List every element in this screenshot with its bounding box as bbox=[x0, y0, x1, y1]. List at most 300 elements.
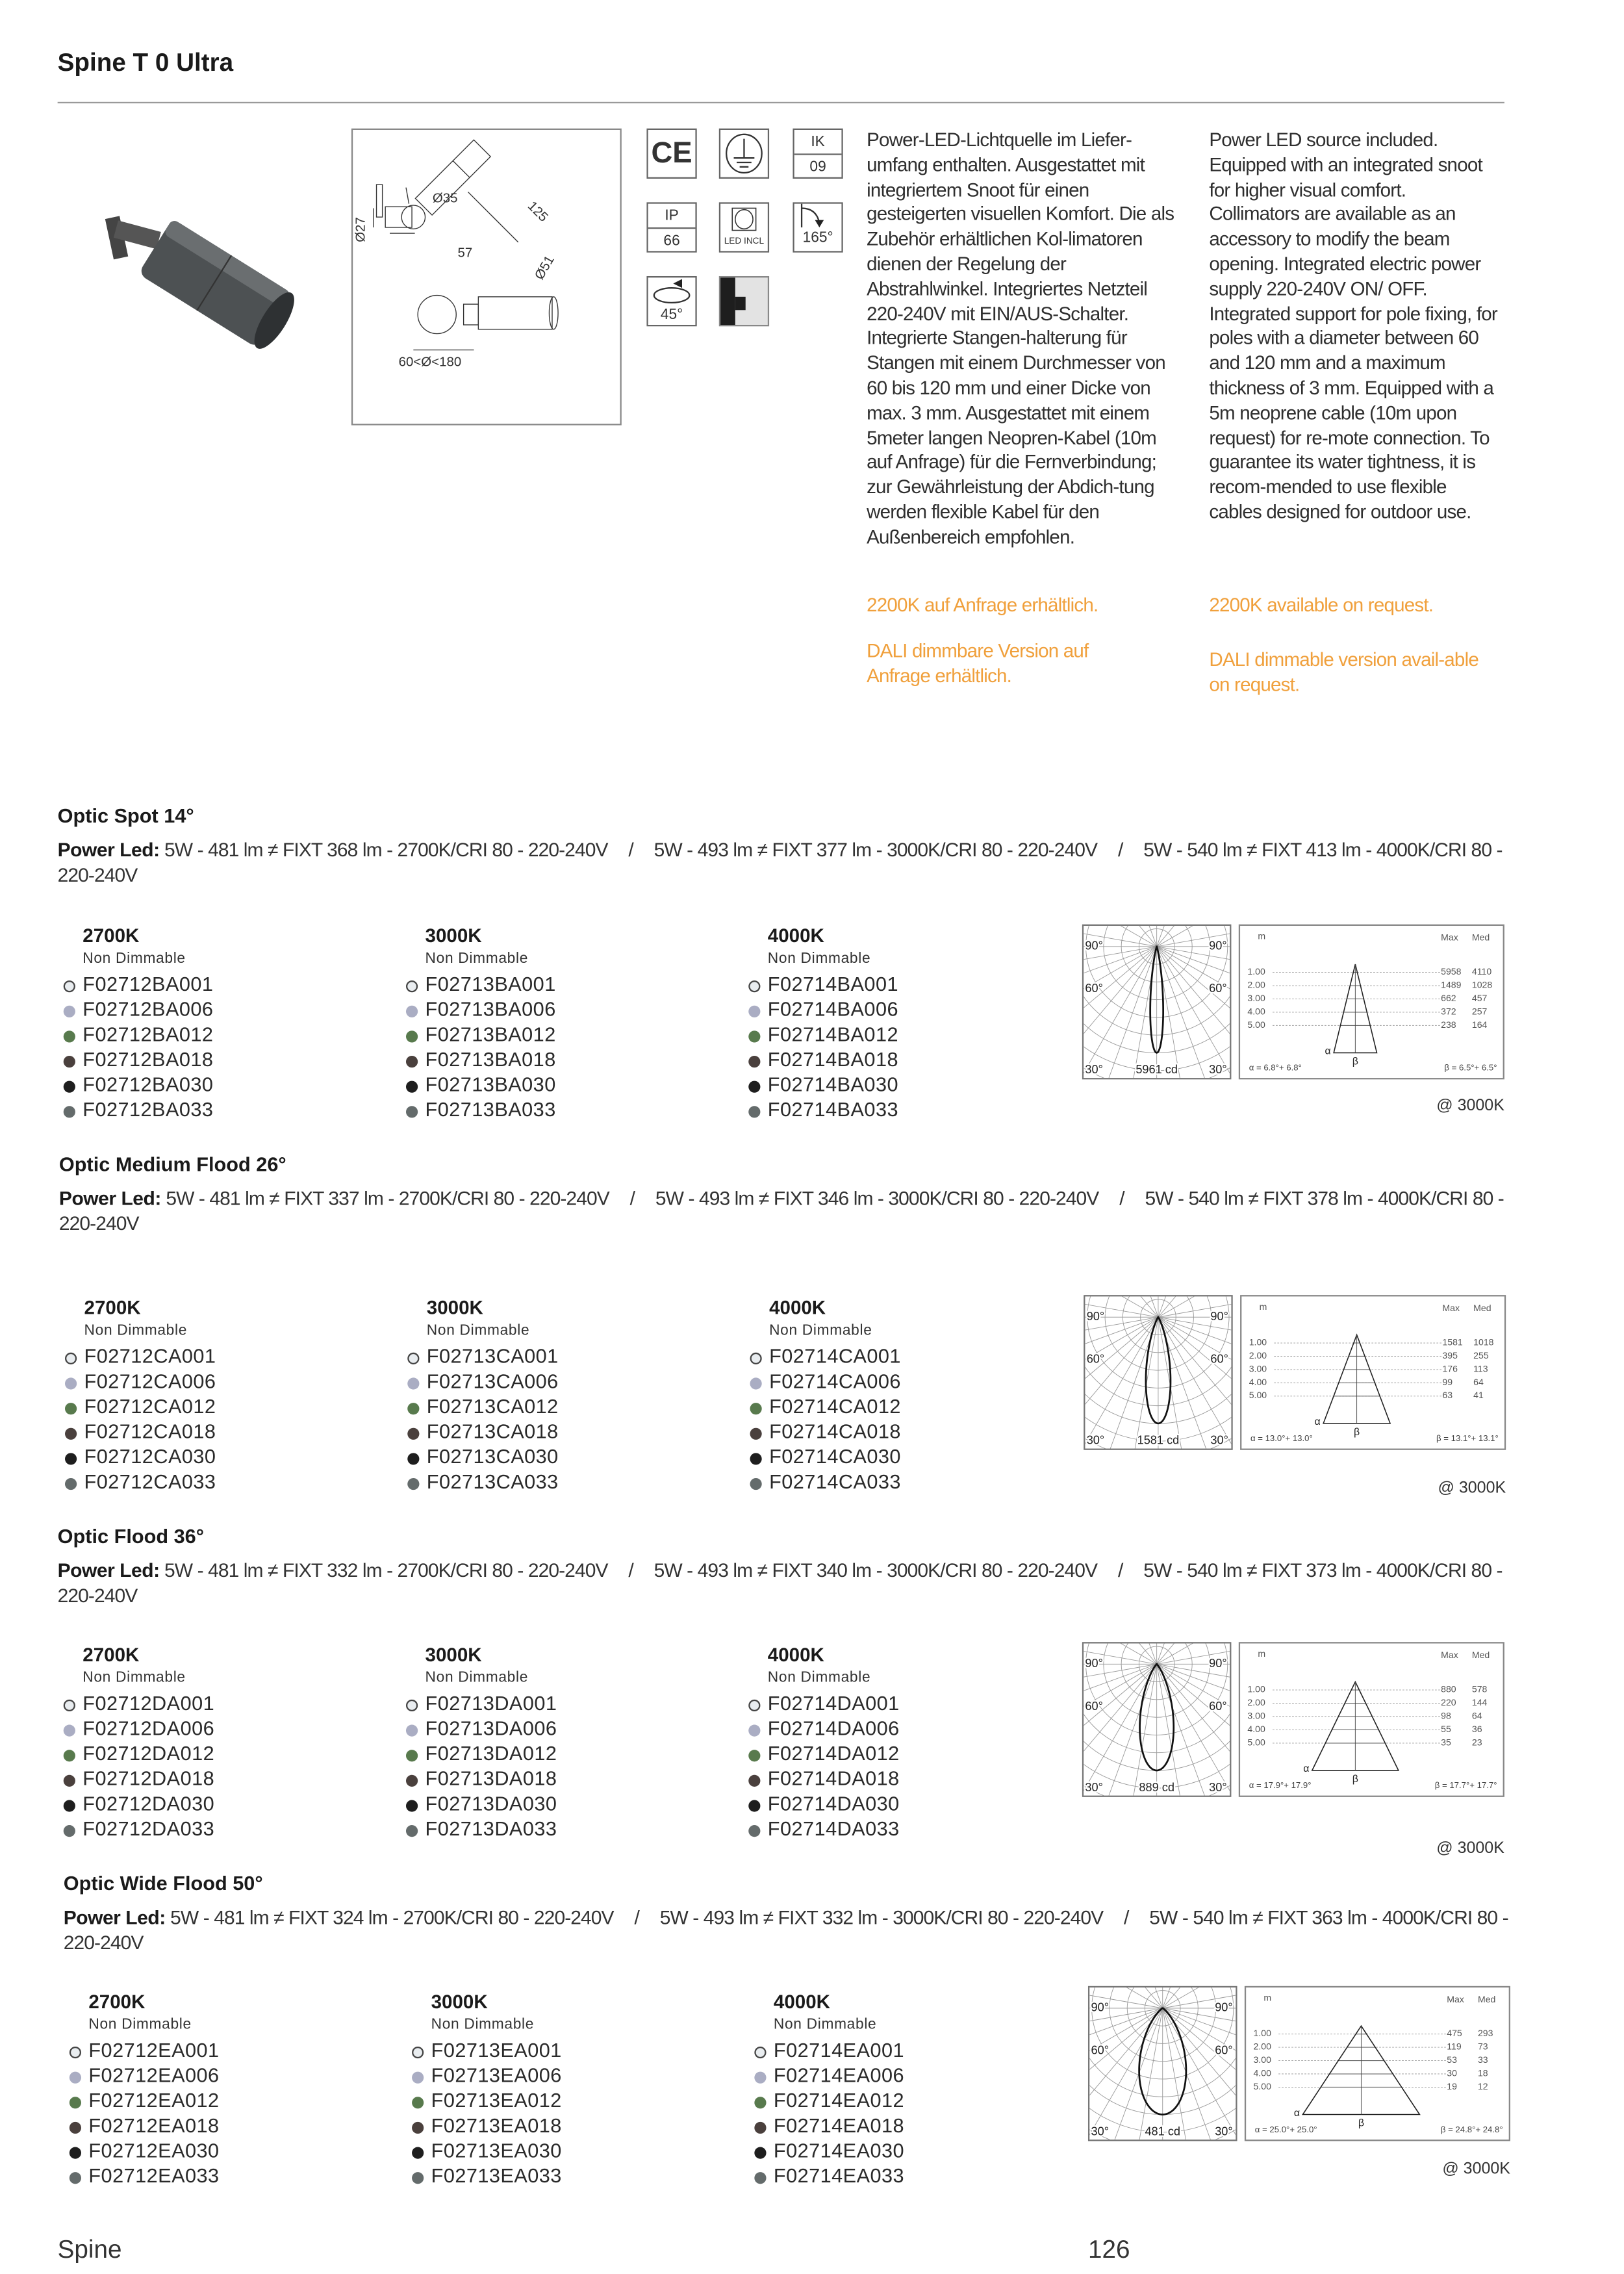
earth-ground-icon bbox=[719, 129, 769, 179]
color-swatch bbox=[64, 1030, 75, 1042]
color-swatch bbox=[748, 1700, 760, 1711]
beta-angle: β = 6.5°+ 6.5° bbox=[1444, 1062, 1497, 1073]
article-code: F02713BA012 bbox=[425, 1023, 556, 1046]
article-code: F02714DA006 bbox=[767, 1717, 900, 1740]
max-lux: 99 bbox=[1442, 1376, 1453, 1387]
article-code: F02714EA001 bbox=[773, 2039, 905, 2062]
polar-angle-label: 90° bbox=[1209, 939, 1227, 952]
measurement-note: @ 3000K bbox=[1436, 1097, 1504, 1115]
article-code: F02714BA006 bbox=[767, 998, 899, 1021]
color-swatch bbox=[412, 2047, 424, 2058]
separator: / bbox=[1119, 1187, 1124, 1210]
article-code: F02712DA012 bbox=[82, 1742, 215, 1765]
power-led-label: Power Led: bbox=[57, 1559, 160, 1582]
article-code: F02713CA006 bbox=[426, 1370, 559, 1393]
polar-angle-label: 30° bbox=[1215, 2125, 1233, 2138]
article-code: F02713DA001 bbox=[425, 1692, 557, 1715]
power-spec: 5W - 540 lm ≠ FIXT 373 lm - 4000K/CRI 80 - 220-240V bbox=[57, 1559, 1503, 1607]
article-code: F02712DA006 bbox=[82, 1717, 215, 1740]
max-lux: 1489 bbox=[1441, 979, 1462, 990]
peak-intensity: 1581 cd bbox=[1137, 1433, 1180, 1447]
peak-intensity: 5961 cd bbox=[1136, 1063, 1178, 1077]
optic-section bbox=[64, 1872, 1518, 2212]
polar-grid-ray bbox=[1157, 1664, 1213, 1795]
wall-mount-icon bbox=[719, 276, 769, 326]
color-swatch bbox=[748, 1081, 760, 1093]
dim-d51: Ø51 bbox=[531, 253, 557, 283]
dim-d27: Ø27 bbox=[353, 217, 368, 242]
max-header: Max bbox=[1441, 932, 1458, 943]
color-swatch bbox=[70, 2172, 81, 2184]
tilt-angle-icon bbox=[793, 202, 843, 252]
distance-value: 3.00 bbox=[1247, 992, 1265, 1003]
article-code: F02714BA033 bbox=[767, 1098, 899, 1121]
polar-angle-label: 60° bbox=[1209, 982, 1227, 995]
color-swatch bbox=[64, 1106, 75, 1118]
article-code: F02714EA033 bbox=[773, 2164, 905, 2187]
cct-heading: 2700K bbox=[82, 1643, 140, 1666]
color-swatch bbox=[70, 2047, 81, 2058]
article-code: F02712DA018 bbox=[82, 1767, 215, 1790]
med-lux: 12 bbox=[1477, 2080, 1488, 2091]
max-lux: 372 bbox=[1441, 1006, 1456, 1017]
polar-angle-label: 60° bbox=[1210, 1352, 1228, 1366]
color-swatch bbox=[65, 1478, 77, 1490]
color-swatch bbox=[754, 2122, 766, 2134]
dim-125: 125 bbox=[524, 198, 552, 225]
polar-angle-label: 60° bbox=[1209, 1699, 1227, 1713]
max-lux: 19 bbox=[1447, 2080, 1457, 2091]
polar-grid-ray bbox=[1085, 1317, 1158, 1448]
article-code: F02714CA030 bbox=[769, 1445, 901, 1468]
color-swatch bbox=[748, 1725, 760, 1737]
med-header: Med bbox=[1471, 1650, 1490, 1661]
color-swatch bbox=[754, 2097, 766, 2108]
color-swatch bbox=[64, 980, 75, 992]
max-lux: 53 bbox=[1447, 2054, 1457, 2065]
dimming-label: Non Dimmable bbox=[84, 1323, 188, 1340]
color-swatch bbox=[65, 1377, 77, 1389]
article-code: F02712CA030 bbox=[84, 1445, 216, 1468]
med-lux: 73 bbox=[1477, 2041, 1488, 2052]
article-code: F02713DA033 bbox=[425, 1817, 557, 1840]
article-code: F02714CA006 bbox=[769, 1370, 901, 1393]
color-swatch bbox=[407, 1377, 419, 1389]
article-code: F02713EA033 bbox=[431, 2164, 562, 2187]
polar-grid-ray bbox=[1163, 2008, 1219, 2140]
power-spec: 5W - 493 lm ≠ FIXT 377 lm - 3000K/CRI 80 - 220-240V bbox=[653, 838, 1098, 861]
tilt-angle-label: 165° bbox=[802, 230, 833, 247]
article-code: F02714EA012 bbox=[773, 2089, 905, 2112]
polar-angle-label: 60° bbox=[1215, 2043, 1233, 2057]
color-swatch bbox=[64, 1700, 75, 1711]
color-swatch bbox=[70, 2122, 81, 2134]
power-led-specs bbox=[64, 1905, 1518, 1955]
polar-angle-label: 60° bbox=[1086, 1352, 1105, 1366]
dimming-label: Non Dimmable bbox=[425, 951, 529, 967]
page-number: 126 bbox=[1087, 2235, 1130, 2264]
med-lux: 578 bbox=[1471, 1683, 1488, 1694]
color-swatch bbox=[406, 980, 418, 992]
article-code: F02712DA033 bbox=[82, 1817, 215, 1840]
distance-header: m bbox=[1258, 930, 1266, 941]
med-lux: 1018 bbox=[1473, 1336, 1494, 1348]
color-swatch bbox=[748, 1106, 760, 1118]
color-swatch bbox=[407, 1353, 419, 1364]
article-code: F02714BA030 bbox=[767, 1073, 899, 1096]
article-code: F02712BA012 bbox=[82, 1023, 214, 1046]
distance-value: 5.00 bbox=[1253, 2080, 1271, 2091]
dim-57: 57 bbox=[457, 245, 473, 261]
color-swatch bbox=[70, 2097, 81, 2108]
color-swatch bbox=[412, 2072, 424, 2084]
polar-plot bbox=[1084, 926, 1230, 1078]
alpha-angle: α = 13.0°+ 13.0° bbox=[1250, 1433, 1313, 1444]
power-spec: 5W - 540 lm ≠ FIXT 413 lm - 4000K/CRI 80 - 220-240V bbox=[57, 838, 1503, 886]
cct-heading: 3000K bbox=[425, 1643, 482, 1666]
med-lux: 144 bbox=[1471, 1696, 1488, 1707]
article-code: F02713BA006 bbox=[425, 998, 556, 1021]
article-code: F02712EA033 bbox=[88, 2164, 220, 2187]
article-code: F02714BA018 bbox=[767, 1048, 899, 1071]
section-title: Optic Spot 14° bbox=[57, 804, 194, 827]
polar-grid-ray bbox=[1158, 1317, 1231, 1448]
technical-drawing bbox=[351, 129, 622, 426]
alpha-angle: α = 25.0°+ 25.0° bbox=[1254, 2124, 1317, 2134]
polar-grid-ray bbox=[1101, 1664, 1157, 1795]
max-lux: 220 bbox=[1441, 1696, 1456, 1707]
cct-heading: 4000K bbox=[767, 1643, 824, 1666]
color-swatch bbox=[748, 980, 760, 992]
article-code: F02714DA018 bbox=[767, 1767, 900, 1790]
max-lux: 475 bbox=[1447, 2028, 1462, 2039]
polar-angle-label: 30° bbox=[1209, 1063, 1227, 1077]
color-swatch bbox=[412, 2147, 424, 2159]
color-swatch bbox=[748, 1030, 760, 1042]
max-lux: 98 bbox=[1441, 1710, 1451, 1721]
med-lux: 1028 bbox=[1471, 979, 1493, 990]
med-lux: 23 bbox=[1471, 1737, 1482, 1748]
power-led-specs bbox=[59, 1186, 1514, 1236]
dimming-label: Non Dimmable bbox=[773, 2017, 877, 2034]
color-swatch bbox=[407, 1478, 419, 1490]
beta-angle: β = 24.8°+ 24.8° bbox=[1440, 2124, 1503, 2134]
distance-value: 3.00 bbox=[1249, 1363, 1267, 1374]
power-spec: 5W - 481 lm ≠ FIXT 324 lm - 2700K/CRI 80 - 220-240V bbox=[170, 1906, 614, 1929]
separator: / bbox=[629, 1187, 635, 1210]
color-swatch bbox=[406, 1081, 418, 1093]
color-swatch bbox=[65, 1403, 77, 1414]
note-2200k-de: 2200K auf Anfrage erhältlich. bbox=[867, 593, 1098, 616]
med-lux: 293 bbox=[1477, 2028, 1493, 2039]
polar-diagram bbox=[1088, 1986, 1237, 2141]
distance-value: 5.00 bbox=[1249, 1390, 1267, 1401]
article-code: F02712EA006 bbox=[88, 2064, 220, 2087]
polar-angle-label: 30° bbox=[1086, 1433, 1105, 1447]
distance-value: 5.00 bbox=[1247, 1019, 1265, 1030]
separator: / bbox=[628, 1559, 633, 1582]
polar-angle-label: 30° bbox=[1085, 1063, 1103, 1077]
med-lux: 41 bbox=[1473, 1390, 1484, 1401]
article-code: F02714EA006 bbox=[773, 2064, 905, 2087]
distance-value: 4.00 bbox=[1253, 2067, 1271, 2078]
power-led-label: Power Led: bbox=[63, 1906, 166, 1929]
article-code: F02714CA033 bbox=[769, 1470, 901, 1493]
distance-value: 4.00 bbox=[1247, 1723, 1265, 1734]
max-lux: 176 bbox=[1442, 1363, 1458, 1374]
color-swatch bbox=[748, 1825, 760, 1837]
max-lux: 63 bbox=[1442, 1390, 1453, 1401]
ce-mark-icon: CE bbox=[646, 129, 696, 179]
power-spec: 5W - 540 lm ≠ FIXT 363 lm - 4000K/CRI 80 - 220-240V bbox=[63, 1906, 1508, 1954]
polar-grid-ray bbox=[1101, 947, 1157, 1078]
product-photo bbox=[97, 199, 326, 355]
power-spec: 5W - 481 lm ≠ FIXT 337 lm - 2700K/CRI 80 - 220-240V bbox=[166, 1187, 609, 1210]
color-swatch bbox=[64, 1800, 75, 1811]
article-code: F02712EA030 bbox=[88, 2140, 220, 2162]
polar-diagram bbox=[1082, 925, 1232, 1080]
color-swatch bbox=[750, 1428, 762, 1440]
section-title: Optic Flood 36° bbox=[57, 1525, 204, 1548]
beta-symbol: β bbox=[1354, 1427, 1360, 1438]
article-code: F02713BA030 bbox=[425, 1073, 556, 1096]
dimming-label: Non Dimmable bbox=[431, 2017, 535, 2034]
polar-angle-label: 90° bbox=[1085, 1656, 1103, 1670]
article-code: F02714DA012 bbox=[767, 1742, 900, 1765]
polar-grid-ray bbox=[1158, 1317, 1214, 1448]
article-code: F02714DA030 bbox=[767, 1793, 900, 1815]
article-code: F02712CA012 bbox=[84, 1395, 216, 1418]
color-swatch bbox=[406, 1825, 418, 1837]
color-swatch bbox=[748, 1750, 760, 1761]
distance-value: 2.00 bbox=[1247, 979, 1265, 990]
distance-value: 3.00 bbox=[1247, 1710, 1265, 1721]
illuminance-table bbox=[1245, 1986, 1510, 2141]
cct-heading: 4000K bbox=[773, 1990, 830, 2013]
color-swatch bbox=[406, 1006, 418, 1017]
article-code: F02713BA033 bbox=[425, 1098, 556, 1121]
color-swatch bbox=[70, 2072, 81, 2084]
beta-angle: β = 17.7°+ 17.7° bbox=[1434, 1780, 1497, 1791]
article-code: F02713DA018 bbox=[425, 1767, 557, 1790]
article-code: F02714DA033 bbox=[767, 1817, 900, 1840]
polar-grid-ray bbox=[1089, 2008, 1162, 2140]
article-code: F02713BA018 bbox=[425, 1048, 556, 1071]
color-swatch bbox=[748, 1056, 760, 1067]
dim-pole: 60<Ø<180 bbox=[398, 354, 462, 370]
distance-value: 1.00 bbox=[1247, 965, 1265, 977]
color-swatch bbox=[750, 1353, 762, 1364]
alpha-symbol: α bbox=[1325, 1045, 1331, 1057]
article-code: F02712BA006 bbox=[82, 998, 214, 1021]
med-lux: 164 bbox=[1471, 1019, 1488, 1030]
article-code: F02714BA001 bbox=[767, 973, 899, 995]
separator: / bbox=[1117, 838, 1123, 861]
article-code: F02713CA012 bbox=[426, 1395, 559, 1418]
cct-heading: 3000K bbox=[431, 1990, 488, 2013]
color-swatch bbox=[70, 2147, 81, 2159]
led-included-label: LED INCL bbox=[724, 237, 765, 247]
dimming-label: Non Dimmable bbox=[82, 1670, 186, 1687]
optic-section bbox=[58, 1526, 1512, 1865]
color-swatch bbox=[407, 1403, 419, 1414]
note-dali-en: DALI dimmable version avail-able on request. bbox=[1209, 648, 1479, 695]
polar-angle-label: 90° bbox=[1210, 1309, 1228, 1323]
max-lux: 880 bbox=[1441, 1683, 1456, 1694]
polar-grid-ray bbox=[1084, 1664, 1156, 1795]
power-led-label: Power Led: bbox=[57, 838, 160, 861]
power-led-specs bbox=[58, 1558, 1512, 1608]
separator: / bbox=[1124, 1906, 1129, 1929]
color-swatch bbox=[64, 1006, 75, 1017]
article-code: F02712EA001 bbox=[88, 2039, 220, 2062]
article-code: F02714CA001 bbox=[769, 1345, 901, 1368]
measurement-note: @ 3000K bbox=[1436, 1839, 1504, 1858]
distance-header: m bbox=[1263, 1992, 1272, 2003]
med-lux: 457 bbox=[1471, 992, 1488, 1003]
distance-value: 1.00 bbox=[1249, 1336, 1267, 1348]
beta-angle: β = 13.1°+ 13.1° bbox=[1436, 1433, 1499, 1444]
color-swatch bbox=[406, 1750, 418, 1761]
article-code: F02712CA006 bbox=[84, 1370, 216, 1393]
dimming-label: Non Dimmable bbox=[82, 951, 186, 967]
med-lux: 64 bbox=[1473, 1376, 1484, 1387]
max-lux: 395 bbox=[1442, 1349, 1458, 1361]
illuminance-table bbox=[1239, 1642, 1504, 1797]
article-code: F02713CA030 bbox=[426, 1445, 559, 1468]
color-swatch bbox=[748, 1006, 760, 1017]
med-lux: 36 bbox=[1471, 1723, 1482, 1734]
distance-value: 4.00 bbox=[1249, 1376, 1267, 1387]
distance-value: 2.00 bbox=[1249, 1349, 1267, 1361]
description-de: Power-LED-Lichtquelle im Liefer-umfang enthalten. Ausgestattet mit integriertem Snoot für einen gesteigerten visuellen Komfort. Die als Zubehör erhältlichen Kol-limatoren dienen der Regelung der Abstrahlwinkel. Integriertes Netzteil 220-240V mit EIN/AUS-Schalter. Integrierte Stangen-halterung für Stangen mit einem Durchmesser von 60 bis 120 mm und einer Dicke von max. 3 mm. Ausgestattet mit einem 5meter langen Neopren-Kabel (10m auf Anfrage) für die Fernverbindung; zur Gewährleistung der Abdich-tung werden flexible Kabel für den Außenbereich empfohlen. bbox=[867, 128, 1174, 548]
ik-value: 09 bbox=[809, 159, 826, 175]
article-code: F02712CA018 bbox=[84, 1420, 216, 1443]
polar-angle-label: 90° bbox=[1209, 1656, 1227, 1670]
color-swatch bbox=[406, 1775, 418, 1787]
article-code: F02713EA030 bbox=[431, 2140, 562, 2162]
article-code: F02713EA012 bbox=[431, 2089, 562, 2112]
med-header: Med bbox=[1477, 1993, 1496, 2004]
polar-grid-ray bbox=[1163, 2008, 1236, 2140]
beta-symbol: β bbox=[1358, 2117, 1365, 2129]
article-code: F02712DA001 bbox=[82, 1692, 215, 1715]
article-code: F02713CA033 bbox=[426, 1470, 559, 1493]
color-swatch bbox=[750, 1453, 762, 1464]
max-header: Max bbox=[1441, 1650, 1458, 1661]
article-code: F02712EA012 bbox=[88, 2089, 220, 2112]
color-swatch bbox=[65, 1428, 77, 1440]
distance-header: m bbox=[1259, 1301, 1267, 1312]
polar-angle-label: 30° bbox=[1085, 1780, 1103, 1794]
note-dali-de: DALI dimmbare Version auf Anfrage erhältlich. bbox=[867, 639, 1089, 687]
distance-value: 1.00 bbox=[1253, 2028, 1271, 2039]
cct-heading: 3000K bbox=[425, 924, 482, 947]
max-lux: 30 bbox=[1447, 2067, 1457, 2078]
color-swatch bbox=[406, 1056, 418, 1067]
alpha-angle: α = 17.9°+ 17.9° bbox=[1249, 1780, 1312, 1791]
polar-grid-ray bbox=[1157, 947, 1213, 1078]
color-swatch bbox=[407, 1428, 419, 1440]
cct-heading: 4000K bbox=[769, 1296, 826, 1319]
med-lux: 255 bbox=[1473, 1349, 1489, 1361]
illuminance-cone bbox=[1240, 1644, 1503, 1796]
color-swatch bbox=[406, 1800, 418, 1811]
med-header: Med bbox=[1473, 1303, 1491, 1314]
rotation-angle-icon bbox=[646, 276, 696, 326]
ik-rating-icon bbox=[793, 129, 843, 179]
footer-family: Spine bbox=[57, 2235, 122, 2264]
polar-angle-label: 30° bbox=[1209, 1780, 1227, 1794]
polar-plot bbox=[1084, 1644, 1230, 1796]
color-swatch bbox=[754, 2172, 766, 2184]
article-code: F02713CA001 bbox=[426, 1345, 559, 1368]
beta-symbol: β bbox=[1352, 1056, 1358, 1067]
note-2200k-en: 2200K available on request. bbox=[1209, 593, 1434, 616]
illuminance-table bbox=[1240, 1295, 1506, 1450]
dimming-label: Non Dimmable bbox=[767, 951, 871, 967]
peak-intensity: 889 cd bbox=[1139, 1780, 1174, 1794]
color-swatch bbox=[64, 1725, 75, 1737]
alpha-symbol: α bbox=[1314, 1416, 1321, 1428]
polar-angle-label: 60° bbox=[1085, 1699, 1103, 1713]
distance-value: 1.00 bbox=[1247, 1683, 1265, 1694]
color-swatch bbox=[748, 1800, 760, 1811]
dimming-label: Non Dimmable bbox=[769, 1323, 872, 1340]
illuminance-cone bbox=[1246, 1987, 1509, 2140]
article-code: F02714BA012 bbox=[767, 1023, 899, 1046]
color-swatch bbox=[412, 2172, 424, 2184]
polar-grid-ray bbox=[1102, 1317, 1158, 1448]
polar-plot bbox=[1089, 1987, 1236, 2140]
max-lux: 662 bbox=[1441, 992, 1456, 1003]
color-swatch bbox=[406, 1106, 418, 1118]
optic-section bbox=[58, 1153, 1514, 1498]
polar-plot bbox=[1085, 1296, 1231, 1448]
cct-heading: 2700K bbox=[82, 924, 140, 947]
power-spec: 5W - 493 lm ≠ FIXT 332 lm - 3000K/CRI 80 - 220-240V bbox=[659, 1906, 1104, 1929]
article-code: F02713EA001 bbox=[431, 2039, 562, 2062]
max-lux: 1581 bbox=[1442, 1336, 1463, 1348]
optic-section bbox=[58, 805, 1512, 1145]
article-code: F02714CA012 bbox=[769, 1395, 901, 1418]
color-swatch bbox=[64, 1056, 75, 1067]
color-swatch bbox=[750, 1403, 762, 1414]
color-swatch bbox=[754, 2147, 766, 2159]
article-code: F02713EA018 bbox=[431, 2114, 562, 2137]
article-code: F02712CA001 bbox=[84, 1345, 216, 1368]
polar-diagram bbox=[1084, 1295, 1233, 1450]
polar-diagram bbox=[1082, 1642, 1232, 1797]
page-title: Spine T 0 Ultra bbox=[57, 48, 234, 77]
description-en: Power LED source included. Equipped with an integrated snoot for higher visual comfort. Collimators are available as an accessory to modify the beam opening. Integrated electric power supply 220-240V ON/ OFF. Integrated support for pole fixing, for poles with a diameter between 60 and 120 mm and a maximum thickness of 3 mm. Equipped with a 5m neoprene cable (10m upon request) for re-mote connection. To guarantee its water tightness, it is recom-mended to use flexible cables designed for outdoor use. bbox=[1209, 128, 1497, 523]
dimming-label: Non Dimmable bbox=[767, 1670, 871, 1687]
color-swatch bbox=[406, 1725, 418, 1737]
distance-value: 3.00 bbox=[1253, 2054, 1271, 2065]
cct-heading: 2700K bbox=[88, 1990, 146, 2013]
article-code: F02712BA001 bbox=[82, 973, 214, 995]
color-swatch bbox=[754, 2047, 766, 2058]
max-lux: 238 bbox=[1441, 1019, 1456, 1030]
color-swatch bbox=[64, 1775, 75, 1787]
polar-angle-label: 60° bbox=[1091, 2043, 1110, 2057]
distance-header: m bbox=[1258, 1648, 1266, 1659]
article-code: F02713EA006 bbox=[431, 2064, 562, 2087]
max-header: Max bbox=[1447, 1993, 1464, 2004]
article-code: F02712EA018 bbox=[88, 2114, 220, 2137]
article-code: F02712DA030 bbox=[82, 1793, 215, 1815]
cct-heading: 3000K bbox=[426, 1296, 483, 1319]
